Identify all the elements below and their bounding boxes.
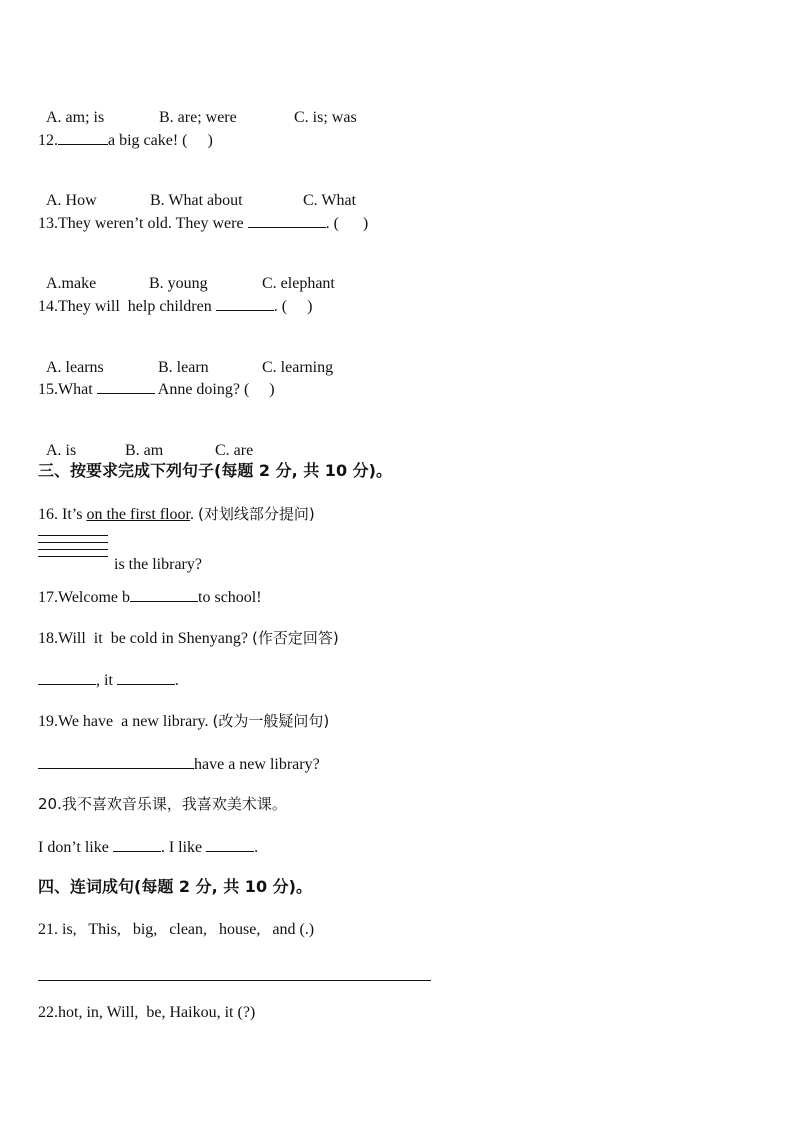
q12-question bbox=[38, 130, 213, 151]
q19-instruction: (改为一般疑问句) bbox=[212, 712, 330, 730]
q22-question: 22.hot, in, Will, be, Haikou, it (?) bbox=[38, 1004, 256, 1021]
q11-option-c: C. is; was bbox=[294, 109, 357, 126]
q20-blank-2[interactable] bbox=[206, 837, 254, 852]
q17-text: 17.Welcome b bbox=[38, 589, 131, 606]
q14-option-a: A. learns bbox=[46, 359, 104, 376]
q13-option-c: C. elephant bbox=[262, 275, 335, 292]
q13-options bbox=[38, 254, 335, 294]
q20-text-end: . bbox=[254, 839, 259, 856]
q15-text: 15.What bbox=[38, 381, 97, 398]
q12-option-b: B. What about bbox=[150, 192, 243, 209]
q21-answer-line[interactable] bbox=[38, 980, 431, 981]
q15-option-b: B. am bbox=[125, 442, 164, 459]
q12-number: 12. bbox=[38, 132, 58, 149]
q19-text: 19.We have a new library. bbox=[38, 713, 213, 730]
q11-option-a: A. am; is bbox=[46, 109, 105, 126]
q14-options bbox=[38, 338, 333, 378]
q13-paren: . ( ) bbox=[325, 215, 369, 232]
q19-blank[interactable] bbox=[38, 754, 194, 769]
q19-answer bbox=[38, 754, 320, 775]
q16-question bbox=[38, 504, 315, 525]
q14-blank[interactable] bbox=[216, 296, 274, 311]
q18-blank-2[interactable] bbox=[117, 670, 175, 685]
q17-question bbox=[38, 587, 262, 608]
q20-text-2: . I like bbox=[160, 839, 207, 856]
q21-question: 21. is, This, big, clean, house, and (.) bbox=[38, 921, 315, 938]
q13-option-a: A.make bbox=[46, 275, 97, 292]
q20-blank-1[interactable] bbox=[113, 837, 161, 852]
q12-option-c: C. What bbox=[303, 192, 357, 209]
q16-answer-lines[interactable] bbox=[38, 535, 108, 563]
q19-question bbox=[38, 711, 329, 732]
q14-option-c: C. learning bbox=[262, 359, 334, 376]
section-3-title: 三、按要求完成下列句子(每题 2 分, 共 10 分)。 bbox=[38, 461, 392, 480]
q13-blank[interactable] bbox=[248, 213, 326, 228]
q14-text: 14.They will help children bbox=[38, 298, 216, 315]
q15-option-c: C. are bbox=[215, 442, 254, 459]
q18-question bbox=[38, 628, 339, 649]
q13-option-b: B. young bbox=[149, 275, 208, 292]
q14-question bbox=[38, 296, 312, 317]
q11-options bbox=[38, 88, 357, 128]
q20-text-1: I don’t like bbox=[38, 839, 113, 856]
q16-text: 16. It’s bbox=[38, 506, 87, 523]
q16-period: . bbox=[190, 506, 198, 523]
q19-answer-text: have a new library? bbox=[194, 756, 320, 773]
q18-text: 18.Will it be cold in Shenyang? bbox=[38, 630, 252, 647]
q15-paren: Anne doing? ( ) bbox=[154, 381, 275, 398]
q15-blank[interactable] bbox=[97, 379, 155, 394]
section-4-title: 四、连词成句(每题 2 分, 共 10 分)。 bbox=[38, 877, 312, 896]
q15-question bbox=[38, 379, 275, 400]
q12-text: a big cake! ( ) bbox=[108, 132, 213, 149]
q20-question: 20.我不喜欢音乐课，我喜欢美术课。 bbox=[38, 795, 287, 813]
q12-blank[interactable] bbox=[58, 130, 108, 145]
q13-question bbox=[38, 213, 368, 234]
q13-text: 13.They weren’t old. They were bbox=[38, 215, 248, 232]
q15-options bbox=[38, 421, 253, 461]
q16-answer-text: is the library? bbox=[114, 556, 202, 573]
q14-option-b: B. learn bbox=[158, 359, 209, 376]
q18-answer-end: . bbox=[174, 672, 179, 689]
q18-instruction: (作否定回答) bbox=[251, 629, 339, 647]
q18-answer-text: , it bbox=[96, 672, 117, 689]
q16-underlined-phrase: on the first floor bbox=[86, 506, 190, 523]
q18-blank-1[interactable] bbox=[38, 670, 96, 685]
q18-answer bbox=[38, 670, 179, 691]
q16-instruction: (对划线部分提问) bbox=[198, 505, 315, 523]
q11-option-b: B. are; were bbox=[159, 109, 237, 126]
q17-text-end: to school! bbox=[198, 589, 262, 606]
q17-blank[interactable] bbox=[130, 587, 198, 602]
q12-option-a: A. How bbox=[46, 192, 97, 209]
q20-answer bbox=[38, 837, 258, 858]
q14-paren: . ( ) bbox=[273, 298, 313, 315]
q12-options bbox=[38, 171, 356, 211]
q15-option-a: A. is bbox=[46, 442, 77, 459]
